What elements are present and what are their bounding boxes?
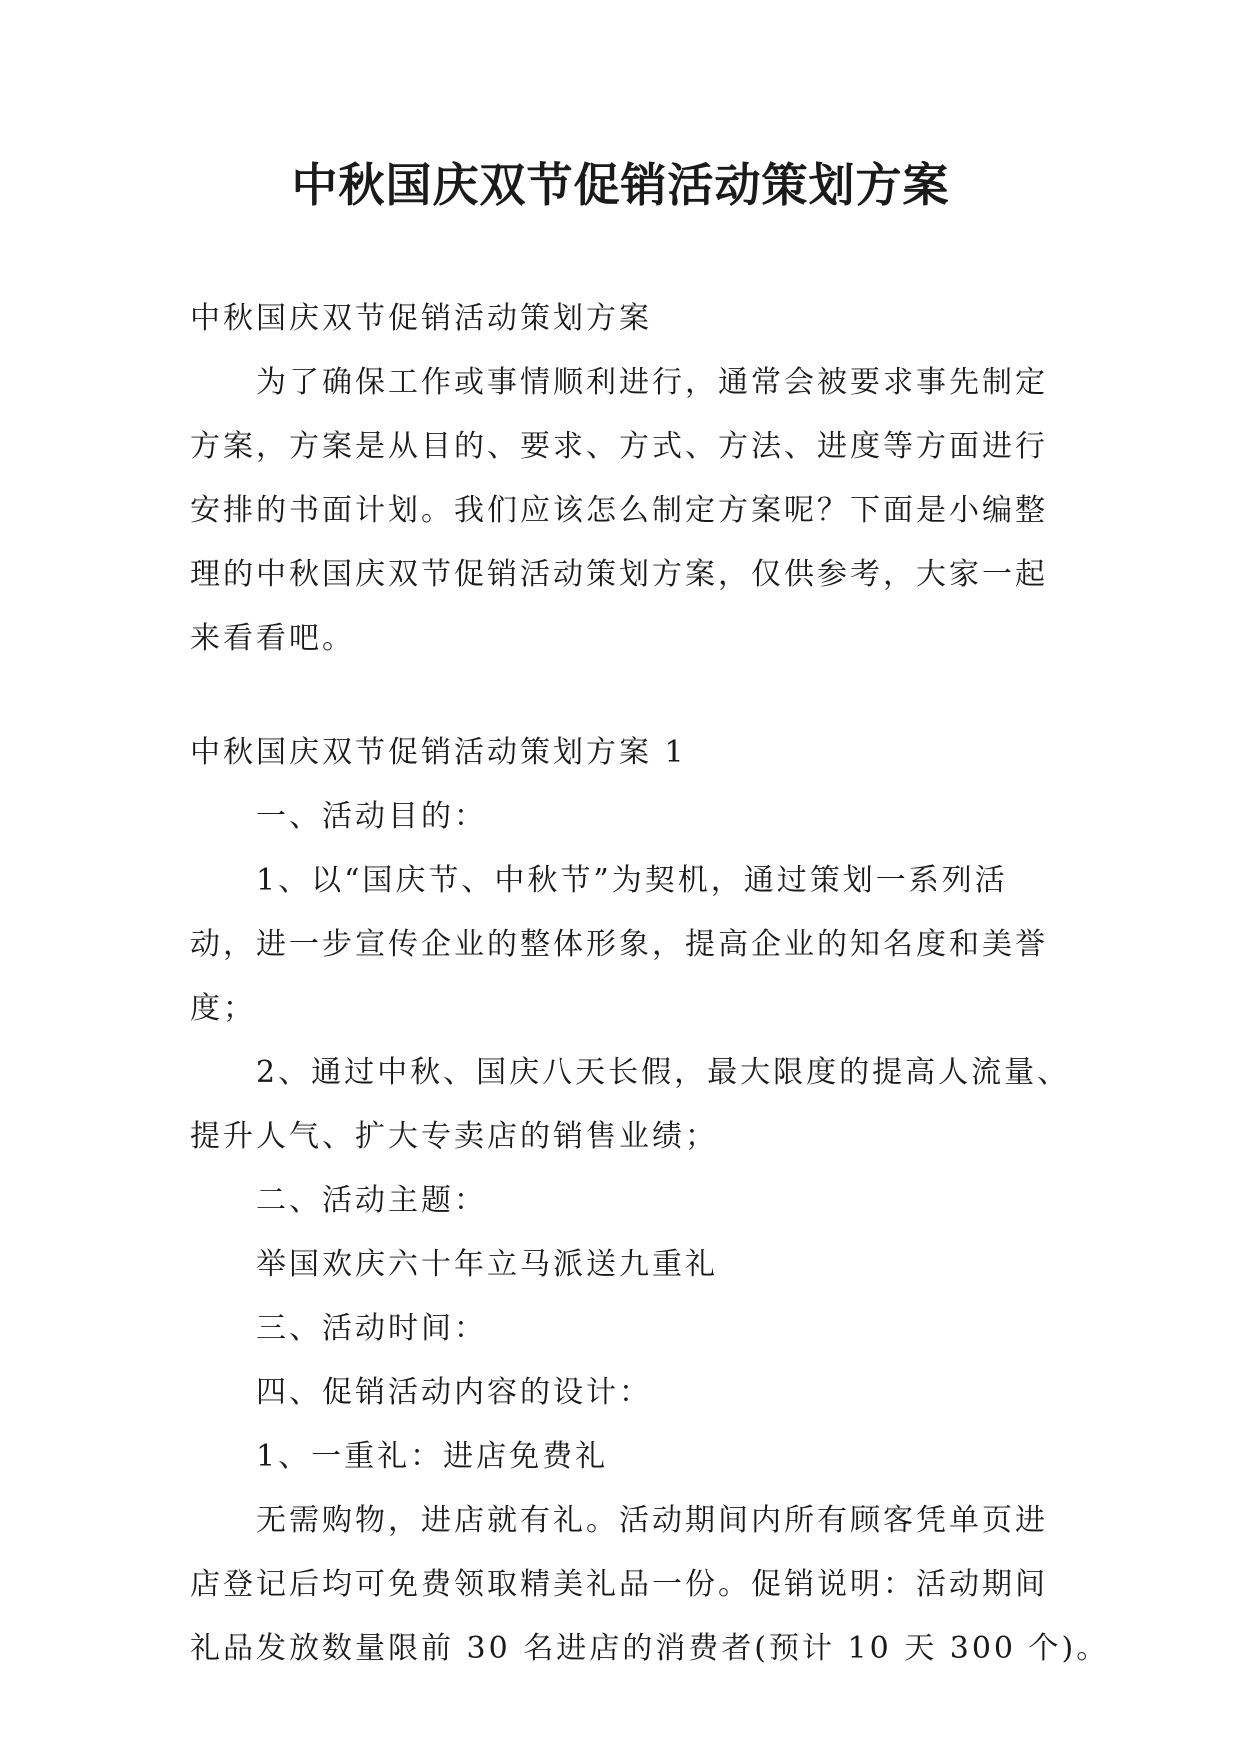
paragraph-spacer <box>190 671 1070 721</box>
purpose-item-line: 动，进一步宣传企业的整体形象，提高企业的知名度和美誉 <box>190 927 1048 962</box>
purpose-item-2 <box>190 1041 1070 1169</box>
content-heading: 四、促销活动内容的设计： <box>256 1375 652 1410</box>
intro-heading: 中秋国庆双节促销活动策划方案 <box>190 301 652 336</box>
theme-text: 举国欢庆六十年立马派送九重礼 <box>256 1247 718 1282</box>
purpose-item-line: 度； <box>190 991 256 1026</box>
time-heading: 三、活动时间： <box>256 1311 487 1346</box>
gift1-line: 店登记后均可免费领取精美礼品一份。促销说明：活动期间 <box>190 1567 1048 1602</box>
intro-line: 安排的书面计划。我们应该怎么制定方案呢？下面是小编整 <box>190 493 1048 528</box>
document-title: 中秋国庆双节促销活动策划方案 <box>291 158 950 212</box>
intro-line: 理的中秋国庆双节促销活动策划方案，仅供参考，大家一起 <box>190 557 1048 592</box>
intro-paragraph <box>190 351 1070 671</box>
purpose-item-line: 2、通过中秋、国庆八天长假，最大限度的提高人流量、 <box>256 1055 1071 1090</box>
purpose-item-line: 1、以“国庆节、中秋节”为契机，通过策划一系列活 <box>256 863 1008 898</box>
gift1-paragraph <box>190 1489 1110 1681</box>
gift1-heading: 1、一重礼：进店免费礼 <box>256 1439 609 1474</box>
gift1-line: 礼品发放数量限前 30 名进店的消费者(预计 10 天 300 个)。 <box>190 1631 1110 1666</box>
intro-line: 为了确保工作或事情顺利进行，通常会被要求事先制定 <box>256 365 1048 400</box>
document-body <box>190 287 1110 1681</box>
intro-line: 来看看吧。 <box>190 621 355 656</box>
purpose-item-1 <box>190 849 1070 1041</box>
theme-heading: 二、活动主题： <box>256 1183 487 1218</box>
purpose-item-line: 提升人气、扩大专卖店的销售业绩； <box>190 1119 718 1154</box>
purpose-heading: 一、活动目的： <box>256 799 487 834</box>
section-heading: 中秋国庆双节促销活动策划方案 1 <box>190 735 687 770</box>
gift1-line: 无需购物，进店就有礼。活动期间内所有顾客凭单页进 <box>256 1503 1048 1538</box>
intro-line: 方案，方案是从目的、要求、方式、方法、进度等方面进行 <box>190 429 1048 464</box>
